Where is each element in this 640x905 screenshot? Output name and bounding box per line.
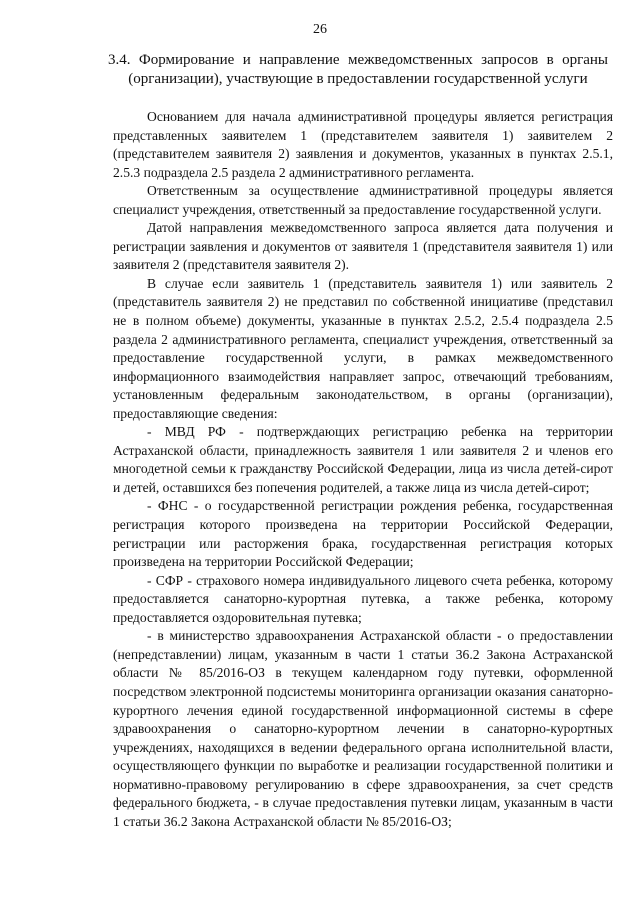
document-body [113, 108, 613, 831]
paragraph: Ответственным за осуществление административной процедуры является специалист учреждения, ответственный за предоставление государственной услуги. [113, 183, 613, 217]
list-item: - ФНС - о государственной регистрации рождения ребенка, государственная регистрация которого произведена на территории Российской Федерации, регистрации или расторжения брака, государственная регистрация которых произведена на территории Российской Федерации; [113, 498, 613, 570]
list-item: - в министерство здравоохранения Астраханской области - о предоставлении (непредставлении) лицам, указанным в части 1 статьи 36.2 Закона Астраханской области № 85/2016-ОЗ в текущем календарном году путевки, оформленной посредством электронной подсистемы мониторинга организации оказания санаторно-курортного лечения единой государственной информационной системы в сфере здравоохранения о санаторно-курортном лечении в санаторно-курортных учреждениях, находящихся в ведении федерального органа исполнительной власти, осуществляющего функции по выработке и реализации государственной политики и нормативно-правовому регулированию в сфере здравоохранения, за счет средств федерального бюджета, - в случае предоставления путевки лицам, указанным в части 1 статьи 36.2 Закона Астраханской области № 85/2016-ОЗ; [113, 628, 613, 829]
list-item: - СФР - страхового номера индивидуального лицевого счета ребенка, которому предоставляется санаторно-курортная путевка, а также ребенка, которому предоставляется оздоровительная путевка; [113, 572, 613, 625]
page-number: 26 [313, 22, 327, 37]
paragraph: Основанием для начала административной процедуры является регистрация представленных заявителем 1 (представителем заявителя 1) заявителем 2 (представителем заявителя 2) заявления и документов, указанных в пунктах 2.5.1, 2.5.3 подраздела 2.5 раздела 2 административного регламента. [113, 109, 613, 180]
list-item: - МВД РФ - подтверждающих регистрацию ребенка на территории Астраханской области, принадлежность заявителя 1 или заявителя 2 и членов его многодетной семьи к гражданству Российской Федерации, лица из числа детей-сирот и детей, оставшихся без попечения родителей, а также лица из числа детей-сирот; [113, 424, 613, 495]
section-title: 3.4. Формирование и направление межведомственных запросов в органы (организации), участвующие в предоставлении государственной услуги [108, 52, 608, 87]
paragraph: В случае если заявитель 1 (представитель заявителя 1) или заявитель 2 (представитель заявителя 2) не представил по собственной инициативе (представил не в полном объеме) документы, указанные в пунктах 2.5.2, 2.5.4 подраздела 2.5 раздела 2 административного регламента, специалист учреждения, ответственный за предоставление государственной услуги, в рамках межведомственного информационного взаимодействия направляет запрос, отвечающий требованиям, установленным федеральным законодательством, в органы (организации), предоставляющие сведения: [113, 275, 613, 421]
paragraph: Датой направления межведомственного запроса является дата получения и регистрации заявления и документов от заявителя 1 (представителя заявителя 1) или заявителя 2 (представителя заявителя 2). [113, 220, 613, 273]
